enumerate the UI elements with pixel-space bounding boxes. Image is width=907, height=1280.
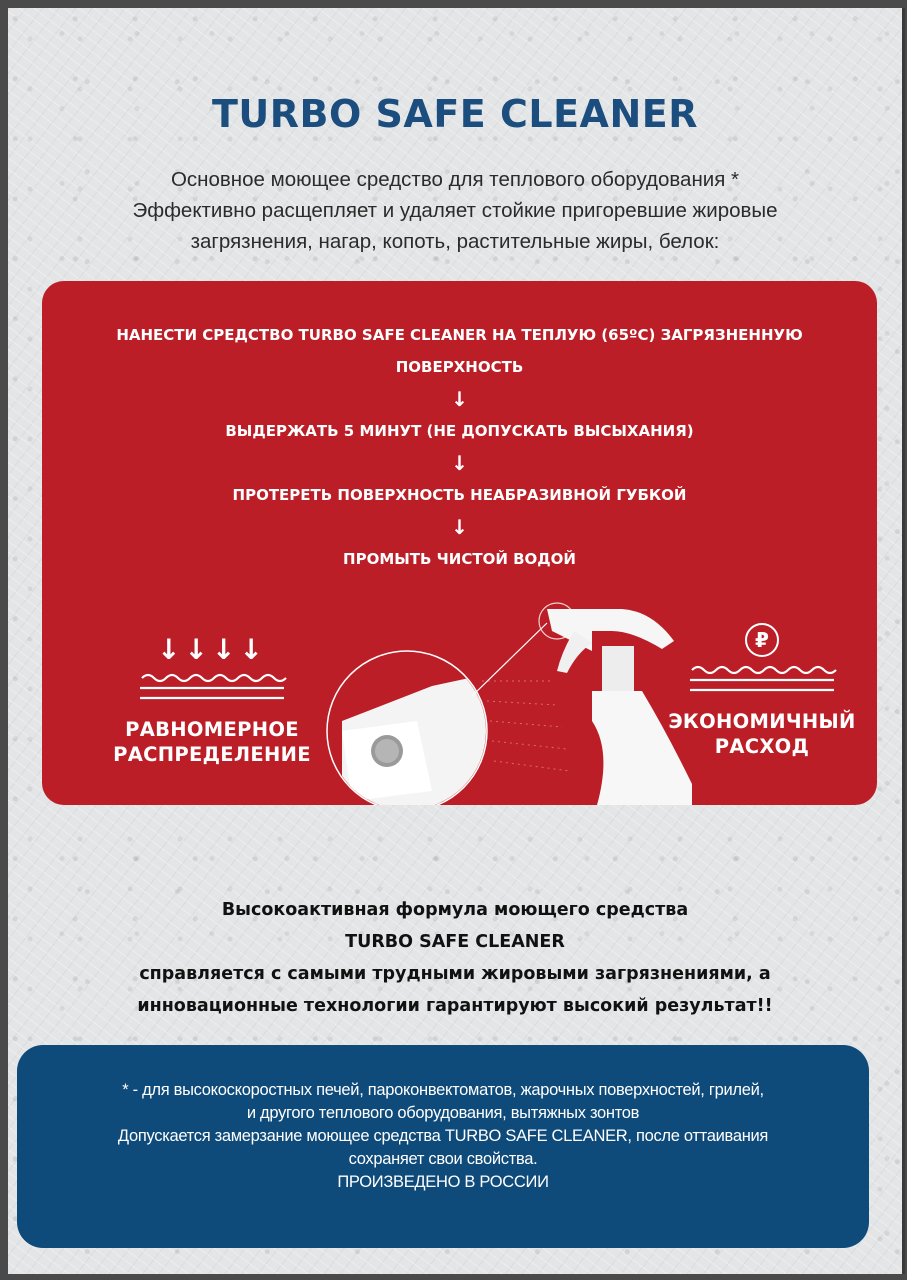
promo-text <box>8 894 902 1022</box>
feature-label: РАВНОМЕРНОЕ <box>125 718 299 741</box>
wave-lines-icon <box>137 671 287 701</box>
arrow-down-icon: ↓ <box>451 451 468 475</box>
promo-line: справляется с самыми трудными жировыми загрязнениями, а <box>139 964 771 984</box>
feature-even-distribution <box>82 635 342 767</box>
step-1: НАНЕСТИ СРЕДСТВО TURBO SAFE CLEANER НА ТЕПЛУЮ (65ºC) ЗАГРЯЗНЕННУЮ <box>116 326 803 344</box>
intro-line: Эффективно расщепляет и удаляет стойкие пригоревшие жировые <box>132 199 778 222</box>
footnote-line: сохраняет свои свойства. <box>348 1150 538 1168</box>
feature-label: РАСХОД <box>714 735 810 758</box>
ruble-icon: ₽ <box>745 623 779 657</box>
promo-line: Высокоактивная формула моющего средства <box>221 900 689 920</box>
arrow-down-icon: ↓ <box>451 387 468 411</box>
step-1-continued: ПОВЕРХНОСТЬ <box>395 358 524 376</box>
usage-steps <box>42 319 877 575</box>
instructions-panel <box>42 281 877 805</box>
feature-economical-use <box>647 623 877 759</box>
step-4: ПРОМЫТЬ ЧИСТОЙ ВОДОЙ <box>343 550 576 568</box>
feature-label: ЭКОНОМИЧНЫЙ <box>668 710 856 733</box>
down-arrows-icon: ↓↓↓↓ <box>157 633 267 666</box>
page-title: TURBO SAFE CLEANER <box>212 92 698 136</box>
spray-bottle-illustration <box>312 601 692 805</box>
promo-line: инновационные технологии гарантируют высокий результат!! <box>137 996 773 1016</box>
footnote-line: * - для высокоскоростных печей, пароконвектоматов, жарочных поверхностей, грилей, <box>122 1081 764 1099</box>
intro-text <box>8 164 902 257</box>
footnote-line: Допускается замерзание моющее средства TURBO SAFE CLEANER, после оттаивания <box>117 1127 769 1145</box>
promo-line: TURBO SAFE CLEANER <box>345 932 565 952</box>
intro-line: загрязнения, нагар, копоть, растительные жиры, белок: <box>190 230 720 253</box>
step-2: ВЫДЕРЖАТЬ 5 МИНУТ (НЕ ДОПУСКАТЬ ВЫСЫХАНИЯ) <box>225 422 694 440</box>
intro-line: Основное моющее средство для теплового оборудования * <box>170 168 739 191</box>
step-3: ПРОТЕРЕТЬ ПОВЕРХНОСТЬ НЕАБРАЗИВНОЙ ГУБКОЙ <box>232 486 687 504</box>
footnote-line: и другого теплового оборудования, вытяжных зонтов <box>246 1104 640 1122</box>
product-flyer <box>8 8 905 1274</box>
wave-lines-icon <box>687 663 837 693</box>
feature-label: РАСПРЕДЕЛЕНИЕ <box>113 743 311 766</box>
made-in-russia: ПРОИЗВЕДЕНО В РОССИИ <box>337 1173 549 1191</box>
footnote-panel <box>17 1045 869 1248</box>
arrow-down-icon: ↓ <box>451 515 468 539</box>
footnote-text <box>17 1079 869 1194</box>
